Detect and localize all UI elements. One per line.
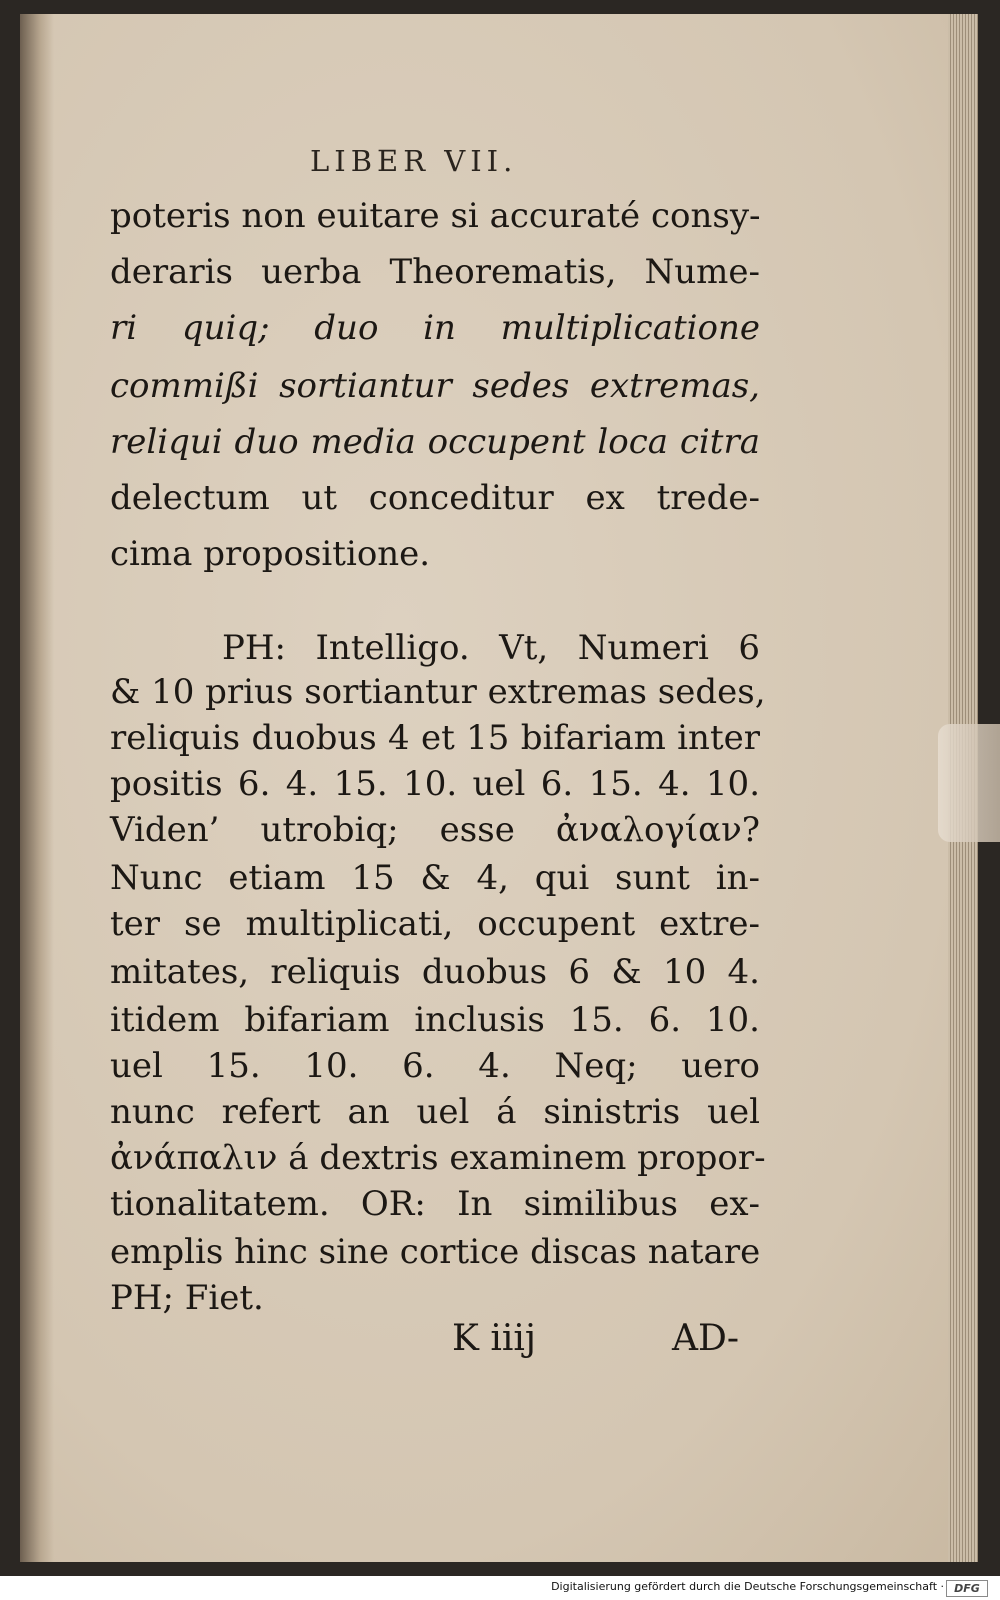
dfg-logo: DFG [946,1580,988,1597]
text-line: poteris non euitare si accuraté consy‑ [110,196,761,236]
text-line: nunc refert an uel á sinistris uel [110,1092,760,1132]
text-line: itidem bifariam inclusis 15. 6. 10. [110,1000,760,1040]
text-line: PH; Fiet. [110,1278,264,1318]
text-line: ter se multiplicati, occupent extre‑ [110,904,760,944]
text-line: & 10 prius sortiantur extremas sedes, [110,672,766,712]
text-line: commißi sortiantur sedes extremas, [110,366,760,406]
digitization-footer [0,1576,1000,1600]
catchword: AD‑ [672,1318,740,1359]
page-marker-tab [938,724,1000,842]
text-line: reliqui duo media occupent loca citra [110,422,760,462]
text-line: cima propositione. [110,534,431,574]
text-line: emplis hinc sine cortice discas natare [110,1232,761,1272]
page-gutter [20,14,54,1562]
running-head: LIBER VII. [310,144,518,178]
text-line: Nunc etiam 15 & 4, qui sunt in‑ [110,858,760,898]
text-line: deraris uerba Theorematis, Nume‑ [110,252,760,292]
text-line: ἀνάπαλιν á dextris examinem propor‑ [110,1138,766,1178]
text-line: ri quiq; duo in multiplicatione [110,308,760,348]
text-line: positis 6. 4. 15. 10. uel 6. 15. 4. 10. [110,764,760,804]
text-line: uel 15. 10. 6. 4. Neq; uero [110,1046,760,1086]
text-line: mitates, reliquis duobus 6 & 10 4. [110,952,760,992]
text-line: delectum ut conceditur ex trede‑ [110,478,760,518]
text-line: Viden’ utrobiq; esse ἀναλογίαν? [110,810,760,850]
text-line: PH: Intelligo. Vt, Numeri 6 [222,628,760,668]
footer-credit: Digitalisierung gefördert durch die Deutsche Forschungsgemeinschaft · [551,1580,944,1593]
text-line: reliquis duobus 4 et 15 bifariam inter [110,718,760,758]
signature-mark: K iiij [452,1318,537,1359]
text-line: tionalitatem. OR: In similibus ex‑ [110,1184,760,1224]
